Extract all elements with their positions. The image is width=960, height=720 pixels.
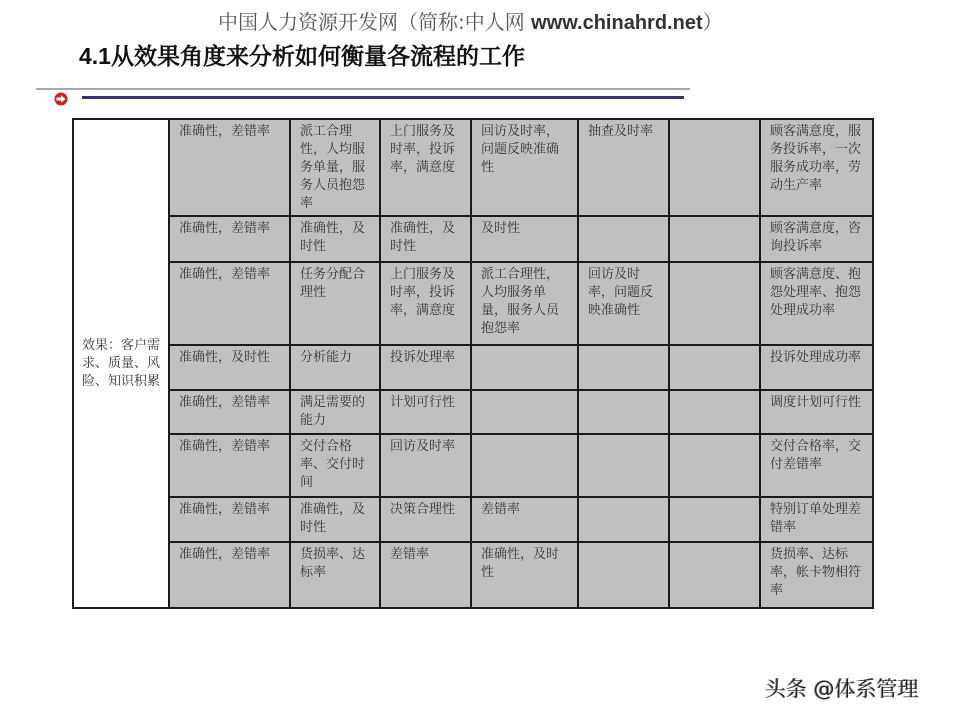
table-cell (578, 434, 669, 497)
table-cell (669, 497, 760, 542)
table-cell: 准确性，及时性 (380, 216, 471, 262)
slide-title: 4.1从效果角度来分析如何衡量各流程的工作 (79, 43, 525, 69)
title-underline (82, 96, 684, 99)
table-cell: 顾客满意度、抱怨处理率、抱怨处理成功率 (760, 262, 873, 345)
table-cell: 准确性，差错率 (169, 390, 290, 434)
table-cell: 交付合格率、交付时间 (290, 434, 380, 497)
table-cell (471, 434, 578, 497)
table-cell: 投诉处理率 (380, 345, 471, 390)
site-url: www.chinahrd.net (531, 12, 703, 34)
table-row (73, 497, 873, 542)
table-cell: 派工合理性，人均服务单量，服务人员抱怨率 (471, 262, 578, 345)
table-cell: 货损率、达标率 (290, 542, 380, 608)
table-cell: 顾客满意度，服务投诉率，一次服务成功率，劳动生产率 (760, 119, 873, 216)
table-cell (669, 390, 760, 434)
site-header (218, 6, 818, 35)
table-cell (471, 345, 578, 390)
site-close: ） (702, 10, 723, 34)
table-cell: 投诉处理成功率 (760, 345, 873, 390)
table-cell: 回访及时率，问题反映准确性 (471, 119, 578, 216)
table-cell: 抽查及时率 (578, 119, 669, 216)
row-group-label: 效果：客户需求、质量、风险、知识积累 (73, 119, 169, 608)
table-cell (578, 542, 669, 608)
table-row (73, 216, 873, 262)
table-row (73, 262, 873, 345)
top-divider (36, 88, 690, 90)
table-cell: 准确性，及时性 (290, 216, 380, 262)
table-row (73, 119, 873, 216)
table-cell (578, 216, 669, 262)
table-cell (578, 497, 669, 542)
table-cell: 调度计划可行性 (760, 390, 873, 434)
table-cell: 上门服务及时率，投诉率，满意度 (380, 119, 471, 216)
table-cell: 准确性，及时性 (471, 542, 578, 608)
table-cell: 差错率 (471, 497, 578, 542)
table-cell: 差错率 (380, 542, 471, 608)
table-cell: 准确性，差错率 (169, 262, 290, 345)
table-cell: 上门服务及时率，投诉率，满意度 (380, 262, 471, 345)
table-cell: 回访及时率 (380, 434, 471, 497)
table-cell: 准确性，及时性 (290, 497, 380, 542)
table-cell: 准确性，差错率 (169, 542, 290, 608)
table-row (73, 542, 873, 608)
table-cell (669, 119, 760, 216)
table-cell: 顾客满意度，咨询投诉率 (760, 216, 873, 262)
table-cell (578, 390, 669, 434)
table-cell: 回访及时率，问题反映准确性 (578, 262, 669, 345)
table-cell: 及时性 (471, 216, 578, 262)
table-cell: 准确性，及时性 (169, 345, 290, 390)
table-cell: 准确性，差错率 (169, 434, 290, 497)
table-row (73, 434, 873, 497)
table-cell (669, 216, 760, 262)
table-cell: 准确性，差错率 (169, 216, 290, 262)
table-cell (669, 434, 760, 497)
table-cell (669, 262, 760, 345)
table-row (73, 390, 873, 434)
process-effect-matrix (72, 118, 874, 609)
table-cell: 决策合理性 (380, 497, 471, 542)
table-cell: 特别订单处理差错率 (760, 497, 873, 542)
table-cell: 任务分配合理性 (290, 262, 380, 345)
table-cell: 交付合格率，交付差错率 (760, 434, 873, 497)
table-cell (578, 345, 669, 390)
table-cell (471, 390, 578, 434)
table-cell: 满足需要的能力 (290, 390, 380, 434)
table-cell: 准确性，差错率 (169, 497, 290, 542)
table-cell: 货损率、达标率，帐卡物相符率 (760, 542, 873, 608)
site-name: 中国人力资源开发网（简称:中人网 (218, 10, 525, 34)
red-arrow-circle-icon (54, 92, 68, 106)
table-cell (669, 542, 760, 608)
table-cell: 准确性，差错率 (169, 119, 290, 216)
table-cell: 计划可行性 (380, 390, 471, 434)
table-row (73, 345, 873, 390)
table-cell: 派工合理性，人均服务单量，服务人员抱怨率 (290, 119, 380, 216)
table-cell: 分析能力 (290, 345, 380, 390)
watermark: 头条 @体系管理 (765, 677, 919, 701)
table-cell (669, 345, 760, 390)
